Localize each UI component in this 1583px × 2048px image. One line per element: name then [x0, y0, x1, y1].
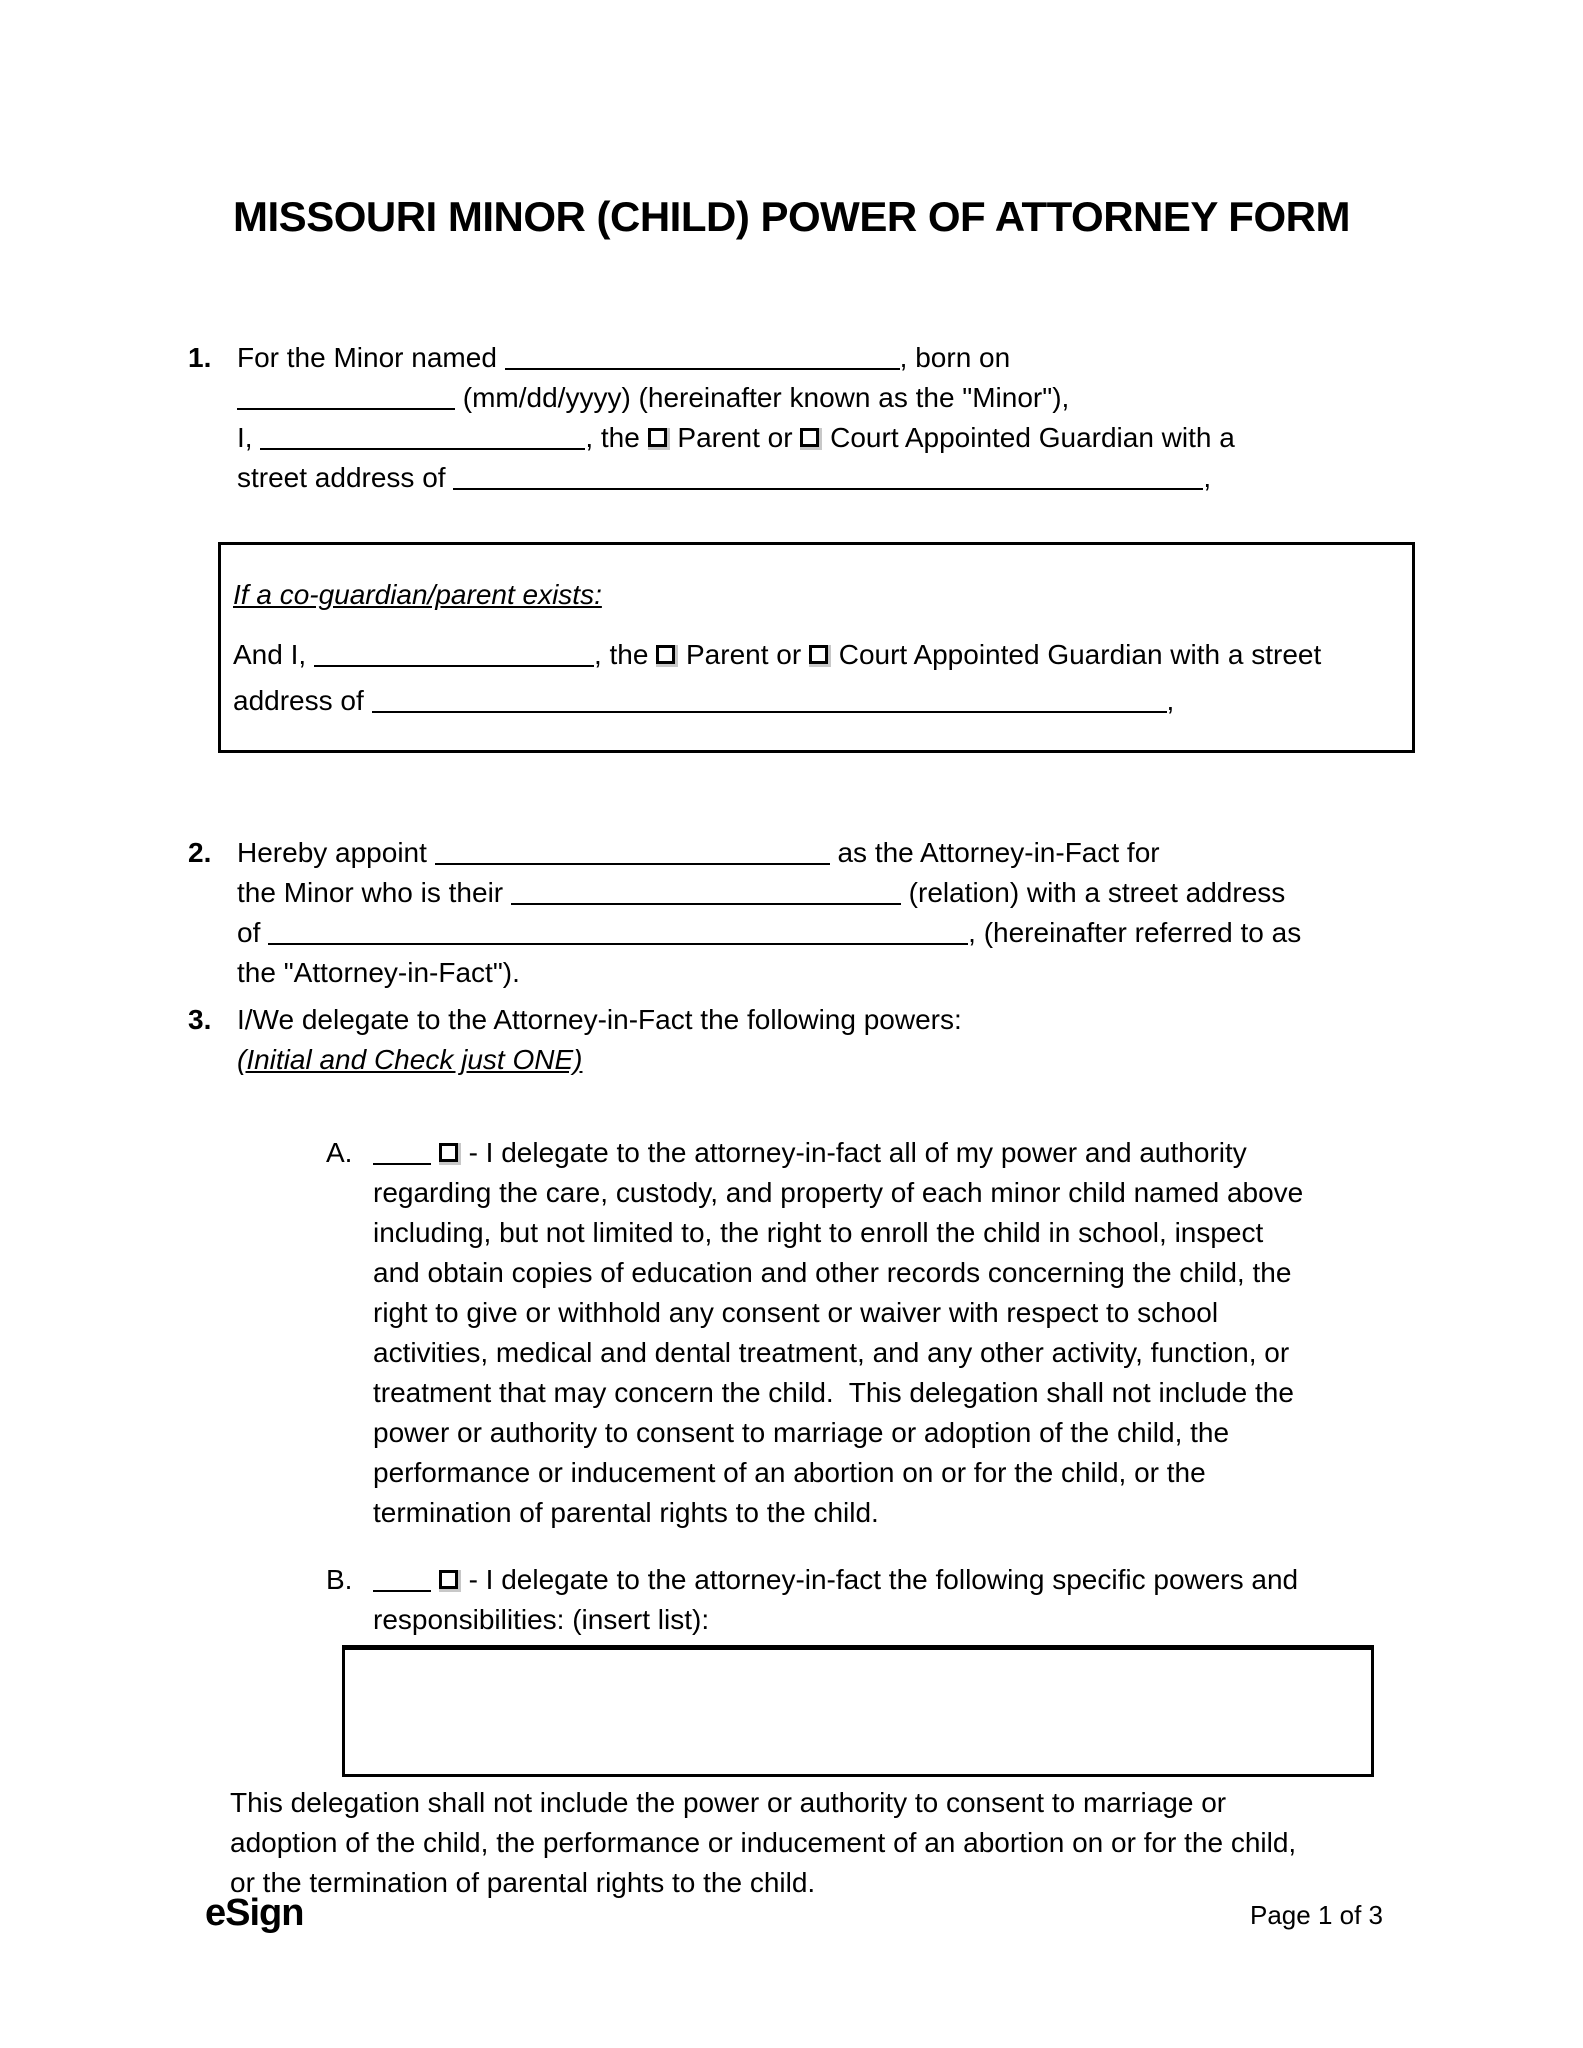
the-label: , the [585, 422, 640, 453]
principal-address-blank[interactable] [453, 468, 1203, 490]
option-b-initials-blank[interactable] [373, 1570, 431, 1592]
attorney-in-fact-label: as the Attorney-in-Fact for [837, 837, 1160, 868]
coguardian-guardian-checkbox[interactable] [809, 645, 831, 667]
minor-name-label: For the Minor named [237, 342, 497, 373]
coguardian-name-blank[interactable] [314, 645, 594, 667]
option-b-checkbox[interactable] [439, 1570, 461, 1592]
option-a-line-1: - I delegate to the attorney-in-fact all of my power and authority [373, 1133, 1303, 1173]
closing-line-3: or the termination of parental rights to the child. [230, 1867, 816, 1898]
born-on-label: , born on [899, 342, 1011, 373]
option-a-line-6: activities, medical and dental treatment, and any other activity, function, or [373, 1337, 1290, 1368]
option-a-checkbox[interactable] [439, 1143, 461, 1165]
the-label: , the [593, 639, 649, 670]
section-3 [188, 1000, 962, 1080]
parent-option-label: Parent or [677, 422, 793, 453]
section-2 [188, 833, 1301, 993]
principal-i-label: I, [237, 422, 253, 453]
option-a-label: A. [326, 1137, 353, 1168]
and-i-label: And I, [233, 639, 307, 670]
section-1-line-3 [237, 418, 1235, 458]
coguardian-heading: If a co-guardian/parent exists: [233, 579, 602, 610]
coguardian-parent-checkbox[interactable] [656, 645, 678, 667]
relation-pre-label: the Minor who is their [237, 877, 504, 908]
principal-name-blank[interactable] [260, 428, 585, 450]
coguardian-line-1 [233, 635, 1321, 675]
birth-date-blank[interactable] [237, 388, 455, 410]
option-a-line-9: performance or inducement of an abortion on or for the child, or the [373, 1457, 1206, 1488]
page-number: Page 1 of 3 [1250, 1900, 1383, 1930]
option-a-line-5: right to give or withhold any consent or waiver with respect to school [373, 1297, 1219, 1328]
option-b-label: B. [326, 1564, 353, 1595]
option-a-line-10: termination of parental rights to the child. [373, 1497, 879, 1528]
principal-parent-checkbox[interactable] [648, 428, 670, 450]
closing-line-2: adoption of the child, the performance or inducement of an abortion on or for the child, [230, 1827, 1297, 1858]
relation-post-label: (relation) with a street address [908, 877, 1286, 908]
street-address-label: street address of [237, 462, 446, 493]
section-1-line-4 [237, 458, 1235, 498]
coguardian-line-2 [233, 681, 1174, 721]
attorney-name-blank[interactable] [435, 843, 830, 865]
option-a-initials-blank[interactable] [373, 1143, 431, 1165]
section-1 [188, 338, 1235, 498]
section-3-intro: I/We delegate to the Attorney-in-Fact the following powers: [237, 1004, 962, 1035]
section-2-line-2 [237, 873, 1301, 913]
option-a [326, 1133, 1303, 1533]
comma-label: , [1203, 462, 1212, 493]
closing-paragraph [230, 1783, 1296, 1903]
attorney-address-blank[interactable] [268, 923, 968, 945]
comma-label: , [1166, 685, 1175, 716]
esign-logo: eSign [205, 1892, 304, 1934]
guardian-option-label: Court Appointed Guardian with a street [838, 639, 1322, 670]
principal-guardian-checkbox[interactable] [800, 428, 822, 450]
section-2-line-4: the "Attorney-in-Fact"). [237, 957, 520, 988]
section-1-number: 1. [188, 342, 212, 373]
option-a-line-7: treatment that may concern the child. This delegation shall not include the [373, 1377, 1294, 1408]
relation-blank[interactable] [511, 883, 901, 905]
option-b [326, 1560, 1298, 1640]
option-b-line-2: responsibilities: (insert list): [373, 1604, 710, 1635]
minor-name-blank[interactable] [505, 348, 900, 370]
coguardian-section-box [218, 542, 1415, 753]
option-a-line-2: regarding the care, custody, and property of each minor child named above [373, 1177, 1304, 1208]
section-3-instruction: (Initial and Check just ONE) [237, 1044, 583, 1075]
address-of-label: address of [233, 685, 364, 716]
option-a-line-3: including, but not limited to, the right to enroll the child in school, inspect [373, 1217, 1264, 1248]
section-2-number: 2. [188, 837, 212, 868]
closing-line-1: This delegation shall not include the power or authority to consent to marriage or [230, 1787, 1227, 1818]
form-title: MISSOURI MINOR (CHILD) POWER OF ATTORNEY FORM [233, 193, 1350, 240]
section-2-line-3 [237, 913, 1301, 953]
hereinafter-label: , (hereinafter referred to as [968, 917, 1302, 948]
date-format-label: (mm/dd/yyyy) (hereinafter known as the "Minor"), [462, 382, 1070, 413]
option-a-line-4: and obtain copies of education and other records concerning the child, the [373, 1257, 1292, 1288]
guardian-option-label: Court Appointed Guardian with a [830, 422, 1235, 453]
section-1-line-1 [237, 338, 1235, 378]
hereby-appoint-label: Hereby appoint [237, 837, 427, 868]
of-label: of [237, 917, 261, 948]
section-2-line-1 [237, 833, 1301, 873]
section-1-line-2 [237, 378, 1235, 418]
option-a-line-8: power or authority to consent to marriage or adoption of the child, the [373, 1417, 1230, 1448]
parent-option-label: Parent or [686, 639, 802, 670]
section-3-number: 3. [188, 1004, 212, 1035]
powers-list-box[interactable] [342, 1645, 1374, 1777]
coguardian-address-blank[interactable] [372, 691, 1167, 713]
option-b-line-1: - I delegate to the attorney-in-fact the following specific powers and [373, 1560, 1298, 1600]
